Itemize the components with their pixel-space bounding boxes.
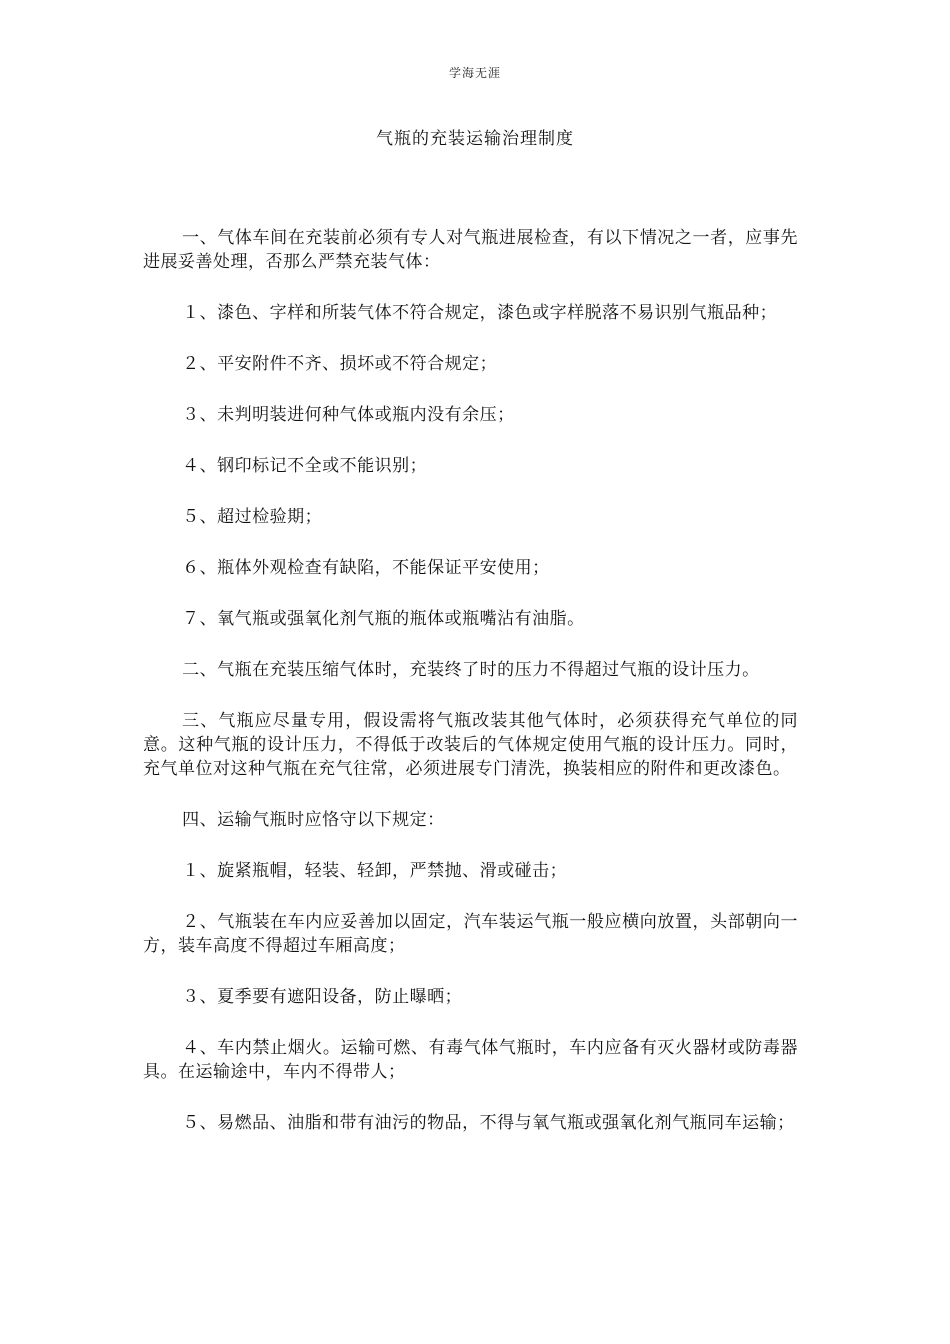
paragraph: ４、车内禁止烟火。运输可燃、有毒气体气瓶时，车内应备有灭火器材或防毒器具。在运输途中，车内不得带人； xyxy=(143,1038,798,1082)
page-header: 学海无涯 xyxy=(448,66,501,80)
paragraph: ７、氧气瓶或强氧化剂气瓶的瓶体或瓶嘴沾有油脂。 xyxy=(182,609,585,629)
paragraph: ３、未判明装进何种气体或瓶内没有余压； xyxy=(182,405,515,425)
paragraph: 三、气瓶应尽量专用，假设需将气瓶改装其他气体时，必须获得充气单位的同意。这种气瓶的设计压力，不得低于改装后的气体规定使用气瓶的设计压力。同时，充气单位对这种气瓶在充气往常，必须进展专门清洗，换装相应的附件和更改漆色。 xyxy=(143,711,798,779)
paragraph: ４、钢印标记不全或不能识别； xyxy=(182,456,428,476)
document-title: 气瓶的充装运输治理制度 xyxy=(376,129,574,149)
document-body xyxy=(143,226,798,1135)
paragraph: １、旋紧瓶帽，轻装、轻卸，严禁抛、滑或碰击； xyxy=(182,861,568,881)
paragraph: 二、气瓶在充装压缩气体时，充装终了时的压力不得超过气瓶的设计压力。 xyxy=(182,660,760,680)
paragraph: ２、气瓶装在车内应妥善加以固定，汽车装运气瓶一般应横向放置，头部朝向一方，装车高度不得超过车厢高度； xyxy=(143,912,798,956)
paragraph: ５、易燃品、油脂和带有油污的物品，不得与氧气瓶或强氧化剂气瓶同车运输； xyxy=(182,1113,795,1133)
paragraph: ３、夏季要有遮阳设备，防止曝晒； xyxy=(182,987,463,1007)
paragraph: ５、超过检验期； xyxy=(182,507,323,527)
paragraph: ６、瓶体外观检查有缺陷，不能保证平安使用； xyxy=(182,558,550,578)
paragraph: １、漆色、字样和所装气体不符合规定，漆色或字样脱落不易识别气瓶品种； xyxy=(182,303,778,323)
paragraph: ２、平安附件不齐、损坏或不符合规定； xyxy=(182,354,498,374)
paragraph: 一、气体车间在充装前必须有专人对气瓶进展检查，有以下情况之一者，应事先进展妥善处理，否那么严禁充装气体： xyxy=(143,228,798,272)
paragraph: 四、运输气瓶时应恪守以下规定： xyxy=(182,810,445,830)
